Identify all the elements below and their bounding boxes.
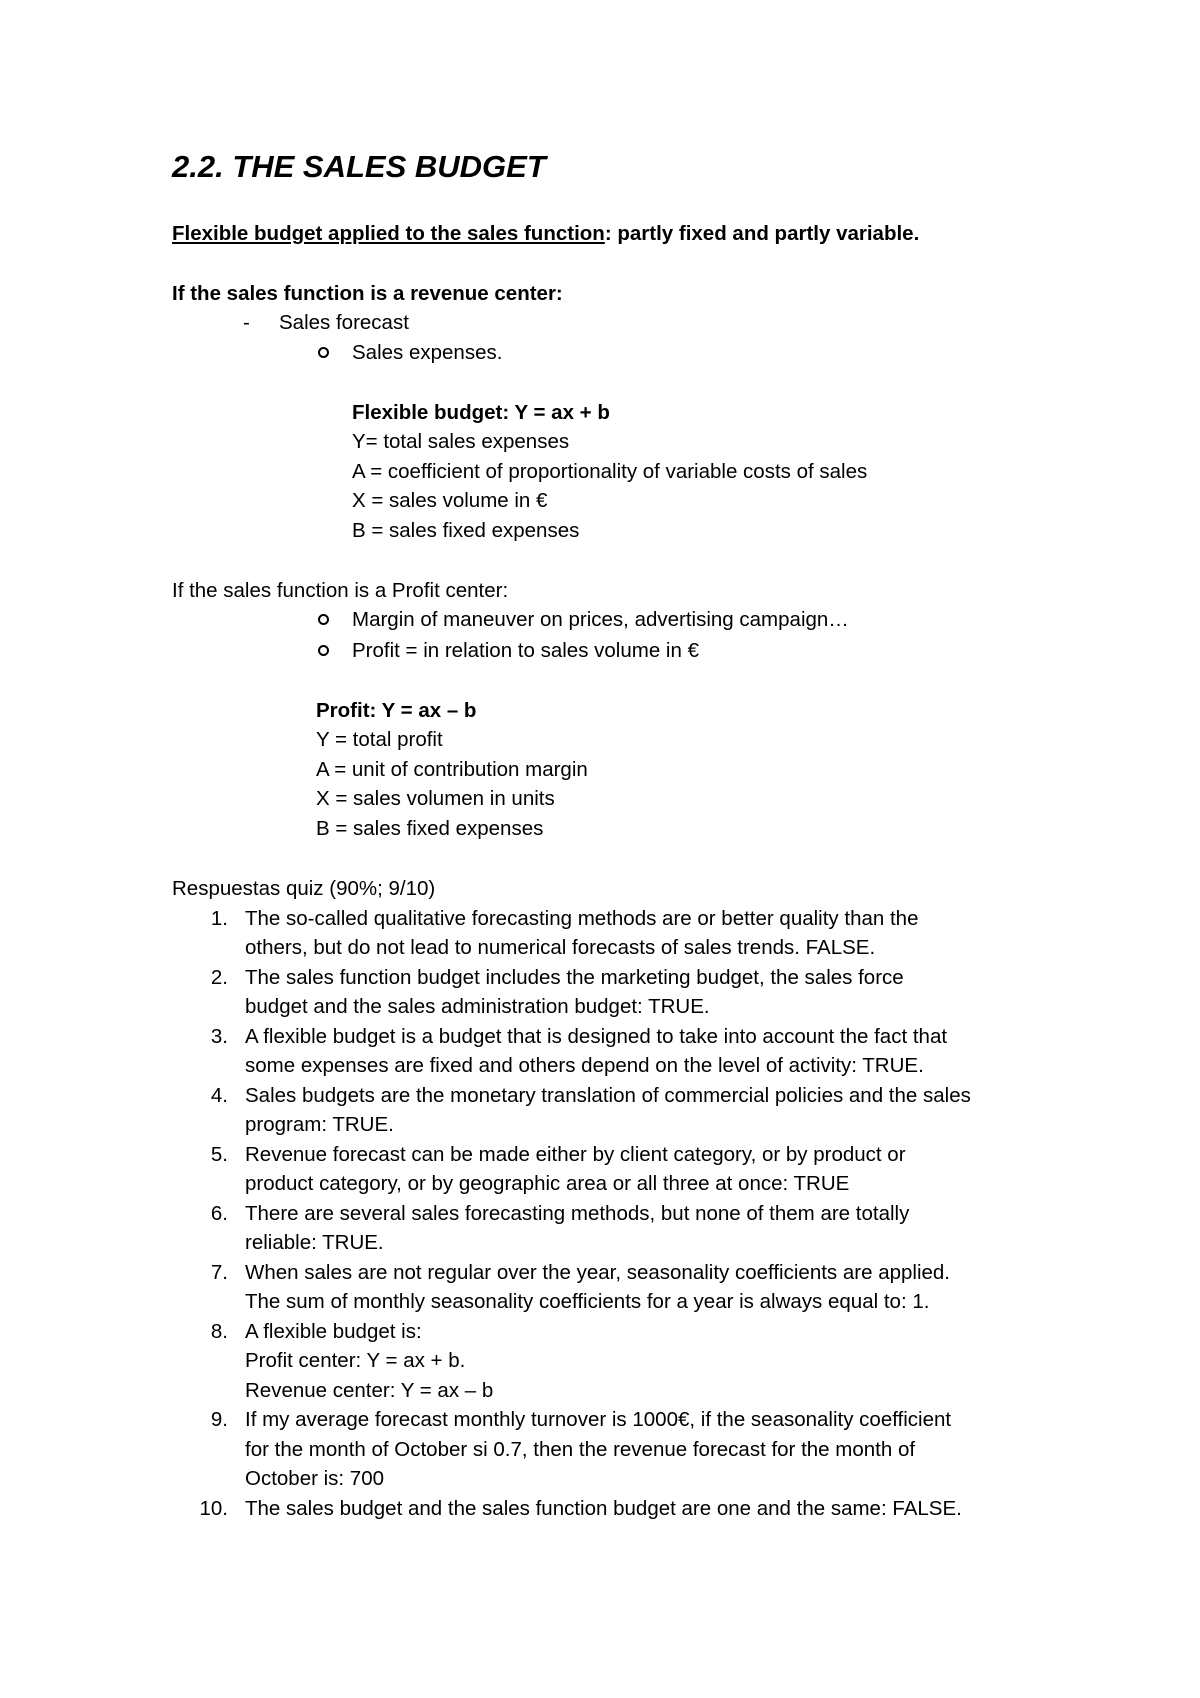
revenue-line: Y= total sales expenses [352,430,570,453]
quiz-item-number: 9. [210,1408,228,1431]
quiz-item-line: When sales are not regular over the year, seasonality coefficients are applied. [245,1261,950,1284]
quiz-item-line: for the month of October si 0.7, then the revenue forecast for the month of [245,1438,916,1461]
intro-line [172,219,919,249]
quiz-item-number: 6. [210,1202,228,1225]
quiz-item-number: 3. [210,1025,228,1048]
intro-rest: : partly fixed and partly variable. [604,222,920,245]
quiz-item-line: The sales function budget includes the marketing budget, the sales force [245,966,904,989]
bullet-icon [318,645,329,656]
quiz-item-line: reliable: TRUE. [245,1231,384,1254]
quiz-item-line: The sum of monthly seasonality coefficients for a year is always equal to: 1. [245,1290,930,1313]
quiz-item-line: others, but do not lead to numerical forecasts of sales trends. FALSE. [245,936,876,959]
flexible-budget-formula: Flexible budget: Y = ax + b [352,401,610,424]
profit-line: A = unit of contribution margin [316,758,588,781]
quiz-item-line: product category, or by geographic area or all three at once: TRUE [245,1172,850,1195]
quiz-item-line: A flexible budget is a budget that is designed to take into account the fact that [245,1025,948,1048]
quiz-item-number: 8. [210,1320,228,1343]
revenue-center-heading: If the sales function is a revenue center: [172,282,563,305]
quiz-item-line: some expenses are fixed and others depend on the level of activity: TRUE. [245,1054,924,1077]
quiz-item-line: budget and the sales administration budget: TRUE. [245,995,710,1018]
intro-lead: Flexible budget applied to the sales function [172,222,605,245]
quiz-item-number: 7. [210,1261,228,1284]
page-title: 2.2. THE SALES BUDGET [172,149,546,184]
quiz-item-line: Revenue forecast can be made either by client category, or by product or [245,1143,906,1166]
quiz-item-line: There are several sales forecasting methods, but none of them are totally [245,1202,910,1225]
bullet-item-sales-expenses: Sales expenses. [352,341,503,364]
quiz-item-line: Revenue center: Y = ax – b [245,1379,494,1402]
quiz-item-number: 5. [210,1143,228,1166]
quiz-item-line: program: TRUE. [245,1113,394,1136]
dash-marker: - [243,311,250,334]
profit-bullet-item: Margin of maneuver on prices, advertising campaign… [352,608,849,631]
profit-bullet-item: Profit = in relation to sales volume in € [352,639,699,662]
revenue-line: B = sales fixed expenses [352,519,580,542]
profit-line: Y = total profit [316,728,443,751]
revenue-line: A = coefficient of proportionality of variable costs of sales [352,460,868,483]
quiz-item-line: A flexible budget is: [245,1320,422,1343]
quiz-item-line: October is: 700 [245,1467,385,1490]
quiz-item-line: If my average forecast monthly turnover is 1000€, if the seasonality coefficient [245,1408,952,1431]
dash-item-sales-forecast: Sales forecast [279,311,409,334]
profit-center-heading: If the sales function is a Profit center: [172,579,509,602]
quiz-item-line: Sales budgets are the monetary translation of commercial policies and the sales [245,1084,971,1107]
bullet-icon [318,347,329,358]
quiz-item-line: The so-called qualitative forecasting methods are or better quality than the [245,907,919,930]
quiz-item-number: 10. [199,1497,228,1520]
revenue-line: X = sales volume in € [352,489,548,512]
quiz-item-line: The sales budget and the sales function budget are one and the same: FALSE. [245,1497,962,1520]
quiz-item-number: 1. [210,907,228,930]
quiz-item-line: Profit center: Y = ax + b. [245,1349,466,1372]
profit-formula: Profit: Y = ax – b [316,699,477,722]
quiz-item-number: 2. [210,966,228,989]
bullet-icon [318,614,329,625]
quiz-item-number: 4. [210,1084,228,1107]
profit-line: B = sales fixed expenses [316,817,544,840]
quiz-heading: Respuestas quiz (90%; 9/10) [172,877,436,900]
profit-line: X = sales volumen in units [316,787,555,810]
